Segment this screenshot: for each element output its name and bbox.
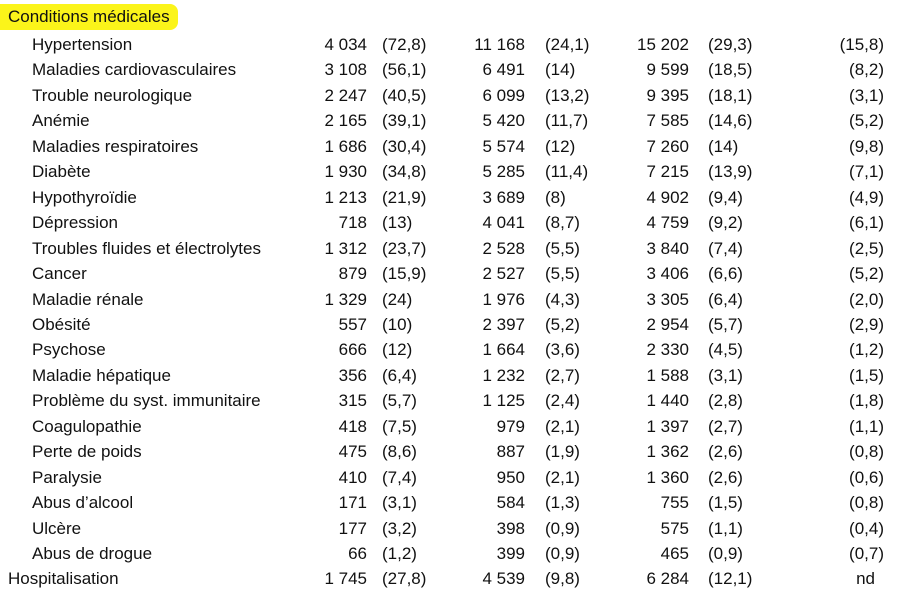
cell-count-col2: 398	[496, 518, 525, 538]
cell-percent-col2: (5,5)	[545, 238, 580, 258]
cell-percent-col4: (1,5)	[849, 365, 884, 385]
cell-percent-col4: (3,1)	[849, 85, 884, 105]
cell-count-col1: 4 034	[324, 35, 367, 54]
cell-count-col3: 465	[660, 544, 689, 563]
row-label: Maladies respiratoires	[32, 136, 199, 156]
cell-percent-col3: (9,4)	[708, 187, 743, 207]
cell-percent-col4: (4,9)	[849, 187, 884, 207]
cell-percent-col1: (30,4)	[382, 136, 427, 156]
cell-count-col1: 1 930	[324, 162, 367, 182]
table-row	[0, 414, 898, 439]
row-label: Maladie rénale	[32, 289, 144, 309]
row-label: Perte de poids	[32, 442, 142, 462]
cell-percent-col3: (0,9)	[708, 544, 743, 563]
cell-percent-col3: (6,4)	[708, 289, 743, 309]
cell-percent-col4: (7,1)	[849, 162, 884, 182]
row-label: Hypothyroïdie	[32, 187, 137, 207]
table-row	[0, 287, 898, 312]
cell-percent-col2: (11,4)	[545, 162, 589, 182]
table-row	[0, 108, 898, 133]
cell-percent-col2: (2,1)	[545, 467, 580, 487]
cell-count-col3: 4 759	[646, 213, 689, 233]
section-title-conditions-medicales: Conditions médicales	[0, 4, 178, 30]
cell-percent-col1: (21,9)	[382, 187, 427, 207]
cell-count-col1: 3 108	[324, 60, 367, 80]
table-row	[0, 236, 898, 261]
cell-count-col1: 666	[338, 340, 367, 360]
cell-count-col2: 1 232	[482, 365, 525, 385]
cell-count-col2: 887	[496, 442, 525, 462]
cell-percent-col3: (14,6)	[708, 111, 753, 131]
cell-percent-col2: (1,9)	[545, 442, 580, 462]
cell-count-col3: 1 362	[646, 442, 689, 462]
cell-count-col1: 718	[338, 213, 367, 233]
cell-percent-col3: (29,3)	[708, 35, 753, 54]
cell-count-col1: 410	[338, 467, 367, 487]
table-row	[0, 83, 898, 108]
table-row	[0, 465, 898, 490]
cell-count-col3: 2 330	[646, 340, 689, 360]
cell-count-col3: 9 599	[646, 60, 689, 80]
cell-count-col1: 1 745	[324, 569, 367, 588]
cell-count-col2: 1 976	[482, 289, 525, 309]
table-row	[0, 134, 898, 159]
cell-percent-col4: (0,6)	[849, 467, 884, 487]
cell-percent-col4: (1,2)	[849, 340, 884, 360]
row-label: Dépression	[32, 213, 118, 233]
cell-count-col1: 315	[338, 391, 367, 411]
cell-count-col2: 4 539	[482, 569, 525, 588]
row-label: Abus de drogue	[32, 544, 153, 563]
row-label: Cancer	[32, 264, 87, 284]
cell-count-col3: 755	[660, 493, 689, 513]
cell-percent-col2: (8,7)	[545, 213, 580, 233]
cell-count-col2: 6 491	[482, 60, 525, 80]
row-label: Hospitalisation	[8, 569, 119, 588]
cell-count-col3: 575	[660, 518, 689, 538]
cell-percent-col2: (3,6)	[545, 340, 580, 360]
table-row	[0, 261, 898, 286]
cell-percent-col3: (1,1)	[708, 518, 743, 538]
cell-count-col2: 1 664	[482, 340, 525, 360]
cell-percent-col2: (0,9)	[545, 518, 580, 538]
row-label: Trouble neurologique	[32, 85, 193, 105]
cell-count-col3: 1 440	[646, 391, 689, 411]
cell-percent-col3: (2,8)	[708, 391, 743, 411]
cell-percent-col1: (1,2)	[382, 544, 417, 563]
cell-percent-col3: (2,6)	[708, 467, 743, 487]
cell-count-col3: 6 284	[646, 569, 689, 588]
cell-percent-col2: (2,7)	[545, 365, 580, 385]
table-row	[0, 57, 898, 82]
table-row	[0, 312, 898, 337]
cell-count-col2: 6 099	[482, 85, 525, 105]
cell-percent-col1: (8,6)	[382, 442, 417, 462]
table-row-hospitalisation	[0, 566, 898, 591]
cell-percent-col1: (56,1)	[382, 60, 427, 80]
cell-percent-col2: (5,5)	[545, 264, 580, 284]
row-label: Hypertension	[32, 35, 133, 54]
cell-count-col3: 3 305	[646, 289, 689, 309]
table-row	[0, 32, 898, 57]
cell-percent-col4: (0,4)	[849, 518, 884, 538]
cell-count-col2: 1 125	[482, 391, 525, 411]
cell-percent-col2: (8)	[545, 187, 566, 207]
cell-percent-col2: (2,1)	[545, 416, 580, 436]
cell-percent-col2: (5,2)	[545, 314, 580, 334]
cell-percent-col1: (13)	[382, 213, 413, 233]
row-label: Problème du syst. immunitaire	[32, 391, 261, 411]
cell-count-col1: 418	[338, 416, 367, 436]
table-row	[0, 541, 898, 566]
cell-percent-col2: (12)	[545, 136, 576, 156]
cell-percent-col2: (2,4)	[545, 391, 580, 411]
cell-percent-col3: (2,7)	[708, 416, 743, 436]
cell-count-col2: 2 397	[482, 314, 525, 334]
cell-percent-col1: (12)	[382, 340, 413, 360]
cell-count-col2: 5 420	[482, 111, 525, 131]
table-row	[0, 337, 898, 362]
cell-count-col2: 950	[496, 467, 525, 487]
row-label: Maladies cardiovasculaires	[32, 60, 237, 80]
cell-percent-col2: (4,3)	[545, 289, 580, 309]
cell-count-col2: 5 574	[482, 136, 525, 156]
cell-percent-col4: (6,1)	[849, 213, 884, 233]
table-row	[0, 516, 898, 541]
row-label: Diabète	[32, 162, 91, 182]
cell-percent-col1: (27,8)	[382, 569, 427, 588]
cell-count-col3: 7 585	[646, 111, 689, 131]
table-row	[0, 439, 898, 464]
cell-count-col2: 3 689	[482, 187, 525, 207]
cell-percent-col3: (14)	[708, 136, 739, 156]
table-row	[0, 210, 898, 235]
cell-count-col3: 1 588	[646, 365, 689, 385]
cell-percent-col2: (9,8)	[545, 569, 580, 588]
cell-percent-col1: (5,7)	[382, 391, 417, 411]
cell-count-col1: 1 686	[324, 136, 367, 156]
cell-count-col1: 475	[338, 442, 367, 462]
cell-count-col2: 979	[496, 416, 525, 436]
row-label: Anémie	[32, 111, 90, 131]
cell-percent-col1: (24)	[382, 289, 413, 309]
cell-count-col1: 171	[338, 493, 367, 513]
cell-count-col1: 66	[348, 544, 367, 563]
cell-percent-col2: (14)	[545, 60, 576, 80]
cell-percent-col4: (5,2)	[849, 111, 884, 131]
cell-percent-col1: (15,9)	[382, 264, 427, 284]
cell-percent-col4: nd	[856, 569, 875, 588]
row-label: Obésité	[32, 314, 91, 334]
cell-percent-col1: (39,1)	[382, 111, 427, 131]
cell-count-col1: 1 312	[324, 238, 367, 258]
row-label: Abus d’alcool	[32, 493, 134, 513]
cell-count-col3: 4 902	[646, 187, 689, 207]
cell-percent-col4: (9,8)	[849, 136, 884, 156]
row-label: Paralysie	[32, 467, 102, 487]
cell-count-col1: 2 247	[324, 85, 367, 105]
cell-count-col2: 2 527	[482, 264, 525, 284]
cell-percent-col3: (18,5)	[708, 60, 753, 80]
cell-percent-col1: (7,5)	[382, 416, 417, 436]
cell-count-col1: 1 213	[324, 187, 367, 207]
cell-count-col1: 879	[338, 264, 367, 284]
cell-count-col1: 356	[338, 365, 367, 385]
cell-count-col3: 2 954	[646, 314, 689, 334]
cell-percent-col2: (11,7)	[545, 111, 589, 131]
cell-count-col2: 5 285	[482, 162, 525, 182]
cell-count-col3: 1 360	[646, 467, 689, 487]
cell-percent-col3: (3,1)	[708, 365, 743, 385]
cell-percent-col3: (2,6)	[708, 442, 743, 462]
cell-count-col3: 9 395	[646, 85, 689, 105]
cell-percent-col3: (4,5)	[708, 340, 743, 360]
cell-percent-col1: (72,8)	[382, 35, 427, 54]
cell-percent-col3: (6,6)	[708, 264, 743, 284]
cell-percent-col3: (1,5)	[708, 493, 743, 513]
cell-percent-col1: (40,5)	[382, 85, 427, 105]
row-label: Ulcère	[32, 518, 82, 538]
cell-count-col3: 3 406	[646, 264, 689, 284]
cell-percent-col4: (2,9)	[849, 314, 884, 334]
cell-count-col2: 584	[496, 493, 525, 513]
cell-count-col2: 4 041	[482, 213, 525, 233]
cell-count-col1: 2 165	[324, 111, 367, 131]
cell-percent-col4: (1,8)	[849, 391, 884, 411]
row-label: Coagulopathie	[32, 416, 142, 436]
cell-percent-col3: (18,1)	[708, 85, 753, 105]
table-row	[0, 159, 898, 184]
table-row	[0, 490, 898, 515]
cell-count-col1: 177	[338, 518, 367, 538]
cell-percent-col3: (5,7)	[708, 314, 743, 334]
cell-percent-col1: (3,2)	[382, 518, 417, 538]
cell-count-col2: 399	[496, 544, 525, 563]
cell-count-col3: 15 202	[637, 35, 689, 54]
cell-percent-col4: (0,8)	[849, 493, 884, 513]
cell-percent-col3: (7,4)	[708, 238, 743, 258]
cell-percent-col2: (13,2)	[545, 85, 590, 105]
cell-percent-col4: (2,0)	[849, 289, 884, 309]
cell-count-col2: 11 168	[474, 35, 525, 54]
cell-count-col1: 1 329	[324, 289, 367, 309]
cell-percent-col2: (1,3)	[545, 493, 580, 513]
cell-percent-col4: (0,7)	[849, 544, 884, 563]
cell-percent-col4: (8,2)	[849, 60, 884, 80]
cell-count-col3: 3 840	[646, 238, 689, 258]
cell-percent-col1: (7,4)	[382, 467, 417, 487]
row-label: Troubles fluides et électrolytes	[32, 238, 261, 258]
table-row	[0, 185, 898, 210]
cell-percent-col4: (15,8)	[839, 35, 884, 54]
cell-percent-col3: (13,9)	[708, 162, 753, 182]
cell-percent-col2: (24,1)	[545, 35, 590, 54]
cell-percent-col1: (10)	[382, 314, 413, 334]
cell-percent-col4: (5,2)	[849, 264, 884, 284]
cell-percent-col4: (1,1)	[849, 416, 884, 436]
cell-percent-col1: (34,8)	[382, 162, 427, 182]
cell-percent-col1: (3,1)	[382, 493, 417, 513]
cell-percent-col3: (12,1)	[708, 569, 753, 588]
row-label: Psychose	[32, 340, 106, 360]
cell-percent-col3: (9,2)	[708, 213, 743, 233]
row-label: Maladie hépatique	[32, 365, 171, 385]
cell-count-col3: 7 215	[646, 162, 689, 182]
cell-percent-col4: (2,5)	[849, 238, 884, 258]
table-row	[0, 363, 898, 388]
cell-count-col3: 7 260	[646, 136, 689, 156]
cell-percent-col1: (6,4)	[382, 365, 417, 385]
cell-percent-col1: (23,7)	[382, 238, 427, 258]
cell-count-col1: 557	[338, 314, 367, 334]
cell-percent-col4: (0,8)	[849, 442, 884, 462]
table-row	[0, 388, 898, 413]
cell-count-col2: 2 528	[482, 238, 525, 258]
cell-percent-col2: (0,9)	[545, 544, 580, 563]
cell-count-col3: 1 397	[646, 416, 689, 436]
